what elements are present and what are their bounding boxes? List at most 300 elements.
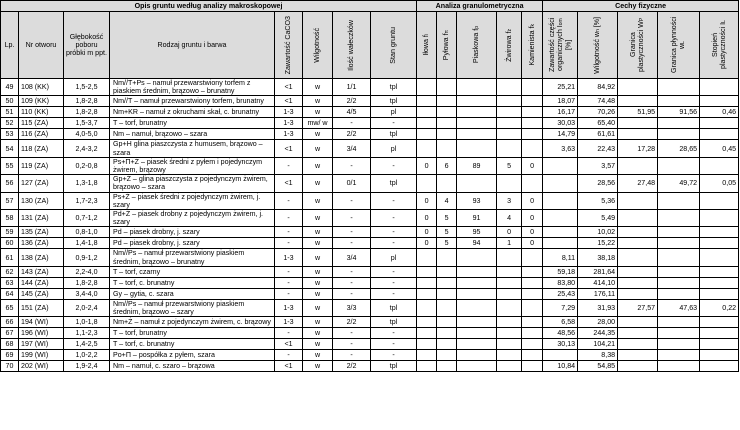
- cell-kamienista: [522, 361, 543, 372]
- cell-glebokosc: 1,4-1,8: [64, 238, 110, 249]
- cell-stopien-plastycznosci: [700, 96, 739, 107]
- cell-kamienista: [522, 328, 543, 339]
- cell-kamienista: [522, 266, 543, 277]
- cell-wilgotnosc-wn: 5,36: [578, 192, 618, 209]
- cell-walecz: 2/2: [333, 361, 371, 372]
- cell-wilgotnosc-wn: 74,48: [578, 96, 618, 107]
- cell-lp: 62: [1, 266, 19, 277]
- cell-kamienista: [522, 339, 543, 350]
- cell-walecz: -: [333, 277, 371, 288]
- cell-nr-otworu: 151 (ZA): [19, 299, 64, 316]
- table-row: [1, 192, 739, 209]
- cell-nr-otworu: 131 (ZA): [19, 210, 64, 227]
- cell-ilowa: [417, 79, 437, 96]
- col-header-glebokosc: Głębokość poboru próbki m ppt.: [64, 12, 110, 79]
- group-header-cechy: Cechy fizyczne: [543, 1, 739, 12]
- cell-stan: tpl: [371, 175, 417, 192]
- cell-ilowa: [417, 96, 437, 107]
- cell-lp: 63: [1, 277, 19, 288]
- cell-stan: -: [371, 238, 417, 249]
- cell-lp: 64: [1, 288, 19, 299]
- cell-stan: -: [371, 192, 417, 209]
- cell-zwirowa: [497, 266, 522, 277]
- cell-ilowa: [417, 328, 437, 339]
- cell-stopien-plastycznosci: [700, 317, 739, 328]
- cell-rodzaj: T – torf, c. brunatny: [110, 339, 275, 350]
- cell-granica-plastycznosci: [618, 328, 658, 339]
- cell-caco3: -: [275, 157, 303, 174]
- col-header-ilowa: Iłowa $f_i$: [422, 34, 431, 56]
- col-header-wilgotnosc-wn: Wilgotność $w_n$ [%]: [593, 16, 602, 74]
- cell-granica-plastycznosci: [618, 192, 658, 209]
- cell-ilowa: [417, 339, 437, 350]
- cell-piaskowa: [457, 361, 497, 372]
- group-header-opis: Opis gruntu według analizy makroskopowej: [1, 1, 417, 12]
- cell-ilowa: 0: [417, 192, 437, 209]
- cell-rodzaj: Nm – namuł, c. szaro – brązowa: [110, 361, 275, 372]
- cell-zwirowa: [497, 175, 522, 192]
- cell-pylowa: [437, 350, 457, 361]
- cell-wilgotnosc: w: [303, 361, 333, 372]
- table-row: [1, 175, 739, 192]
- cell-kamienista: [522, 140, 543, 157]
- cell-ilowa: [417, 118, 437, 129]
- cell-lp: 57: [1, 192, 19, 209]
- cell-zwirowa: [497, 96, 522, 107]
- cell-ilowa: [417, 350, 437, 361]
- cell-nr-otworu: 143 (ZA): [19, 266, 64, 277]
- cell-granica-plastycznosci: [618, 79, 658, 96]
- cell-zwirowa: [497, 317, 522, 328]
- cell-rodzaj: Pd+Ż – piasek drobny z pojedynczym żwirem, j. szary: [110, 210, 275, 227]
- cell-zwirowa: [497, 299, 522, 316]
- cell-ilowa: 0: [417, 227, 437, 238]
- cell-walecz: 1/1: [333, 79, 371, 96]
- cell-granica-plastycznosci: [618, 238, 658, 249]
- table-row: [1, 361, 739, 372]
- table-row: [1, 249, 739, 266]
- cell-granica-plastycznosci: [618, 210, 658, 227]
- cell-czesci-organiczne: 18,07: [543, 96, 578, 107]
- cell-piaskowa: 93: [457, 192, 497, 209]
- col-header-wilgotnosc: Wilgotność: [313, 27, 322, 63]
- cell-glebokosc: 1,8-2,8: [64, 107, 110, 118]
- cell-granica-plynnosci: 91,56: [658, 107, 700, 118]
- cell-rodzaj: T – torf, brunatny: [110, 328, 275, 339]
- cell-nr-otworu: 110 (KK): [19, 107, 64, 118]
- cell-czesci-organiczne: [543, 350, 578, 361]
- cell-lp: 49: [1, 79, 19, 96]
- cell-pylowa: [437, 118, 457, 129]
- cell-wilgotnosc: w: [303, 238, 333, 249]
- cell-granica-plastycznosci: [618, 118, 658, 129]
- cell-rodzaj: Nm//Ps – namuł przewarstwiony piaskiem średnim, brązowo – brunatny: [110, 249, 275, 266]
- cell-ilowa: [417, 277, 437, 288]
- cell-stopien-plastycznosci: [700, 339, 739, 350]
- cell-nr-otworu: 127 (ZA): [19, 175, 64, 192]
- cell-glebokosc: 4,0-5,0: [64, 129, 110, 140]
- table-row: [1, 277, 739, 288]
- cell-caco3: -: [275, 288, 303, 299]
- cell-stopien-plastycznosci: 0,05: [700, 175, 739, 192]
- cell-zwirowa: 5: [497, 157, 522, 174]
- cell-pylowa: [437, 277, 457, 288]
- cell-stopien-plastycznosci: [700, 277, 739, 288]
- cell-pylowa: 4: [437, 192, 457, 209]
- table-row: [1, 96, 739, 107]
- cell-glebokosc: 1,7-2,3: [64, 192, 110, 209]
- cell-stopien-plastycznosci: [700, 328, 739, 339]
- cell-lp: 58: [1, 210, 19, 227]
- cell-stopien-plastycznosci: 0,45: [700, 140, 739, 157]
- cell-stan: -: [371, 266, 417, 277]
- cell-stan: -: [371, 227, 417, 238]
- cell-granica-plastycznosci: 27,57: [618, 299, 658, 316]
- cell-ilowa: [417, 266, 437, 277]
- cell-wilgotnosc-wn: 54,85: [578, 361, 618, 372]
- group-header-row: [1, 1, 739, 12]
- cell-ilowa: [417, 140, 437, 157]
- cell-walecz: 3/4: [333, 140, 371, 157]
- cell-glebokosc: 0,8-1,0: [64, 227, 110, 238]
- cell-kamienista: [522, 118, 543, 129]
- cell-kamienista: 0: [522, 238, 543, 249]
- cell-caco3: 1-3: [275, 249, 303, 266]
- cell-stan: tpl: [371, 79, 417, 96]
- cell-pylowa: [437, 317, 457, 328]
- cell-pylowa: [437, 175, 457, 192]
- cell-stopien-plastycznosci: [700, 129, 739, 140]
- cell-lp: 54: [1, 140, 19, 157]
- col-header-walecz: Ilość wałeczków: [347, 19, 356, 71]
- cell-pylowa: [437, 96, 457, 107]
- cell-czesci-organiczne: [543, 175, 578, 192]
- cell-wilgotnosc: w: [303, 227, 333, 238]
- cell-rodzaj: Nm//T – namuł przewarstwiony torfem, brunatny: [110, 96, 275, 107]
- table-row: [1, 129, 739, 140]
- table-row: [1, 317, 739, 328]
- col-header-granica-plynnosci: Granica płynności $w_L$: [670, 16, 687, 74]
- cell-granica-plastycznosci: [618, 339, 658, 350]
- cell-rodzaj: Nm+Ż – namuł z pojedynczym żwirem, c. brązowy: [110, 317, 275, 328]
- cell-czesci-organiczne: [543, 238, 578, 249]
- cell-granica-plynnosci: [658, 96, 700, 107]
- cell-piaskowa: [457, 317, 497, 328]
- cell-granica-plynnosci: [658, 288, 700, 299]
- table-row: [1, 238, 739, 249]
- cell-stopien-plastycznosci: 0,46: [700, 107, 739, 118]
- cell-walecz: 2/2: [333, 129, 371, 140]
- cell-caco3: 1-3: [275, 118, 303, 129]
- cell-rodzaj: Pd – piasek drobny, j. szary: [110, 227, 275, 238]
- cell-caco3: -: [275, 350, 303, 361]
- cell-granica-plynnosci: [658, 157, 700, 174]
- cell-stopien-plastycznosci: [700, 238, 739, 249]
- cell-zwirowa: [497, 288, 522, 299]
- cell-glebokosc: 2,4-3,2: [64, 140, 110, 157]
- cell-czesci-organiczne: 16,17: [543, 107, 578, 118]
- cell-kamienista: [522, 175, 543, 192]
- cell-stopien-plastycznosci: [700, 192, 739, 209]
- cell-caco3: -: [275, 210, 303, 227]
- table-row: [1, 210, 739, 227]
- cell-ilowa: 0: [417, 238, 437, 249]
- cell-rodzaj: Ps+Π+Ż – piasek średni z pyłem i pojedynczym żwirem, brązowy: [110, 157, 275, 174]
- table-row: [1, 266, 739, 277]
- cell-wilgotnosc-wn: 10,02: [578, 227, 618, 238]
- cell-pylowa: [437, 107, 457, 118]
- cell-walecz: -: [333, 118, 371, 129]
- cell-granica-plynnosci: 47,63: [658, 299, 700, 316]
- cell-nr-otworu: 119 (ZA): [19, 157, 64, 174]
- cell-rodzaj: Gy – gytia, c. szara: [110, 288, 275, 299]
- cell-lp: 59: [1, 227, 19, 238]
- cell-walecz: 3/4: [333, 249, 371, 266]
- table-row: [1, 350, 739, 361]
- cell-stan: -: [371, 157, 417, 174]
- cell-lp: 61: [1, 249, 19, 266]
- cell-wilgotnosc: w: [303, 249, 333, 266]
- cell-nr-otworu: 199 (WI): [19, 350, 64, 361]
- col-header-pylowa: Pyłowa $f_\pi$: [442, 29, 451, 61]
- cell-caco3: <1: [275, 175, 303, 192]
- cell-piaskowa: [457, 96, 497, 107]
- table-row: [1, 328, 739, 339]
- cell-walecz: -: [333, 328, 371, 339]
- cell-stan: pl: [371, 249, 417, 266]
- cell-caco3: -: [275, 238, 303, 249]
- cell-nr-otworu: 138 (ZA): [19, 249, 64, 266]
- cell-walecz: -: [333, 157, 371, 174]
- cell-granica-plynnosci: 28,65: [658, 140, 700, 157]
- cell-kamienista: [522, 96, 543, 107]
- cell-zwirowa: 4: [497, 210, 522, 227]
- cell-caco3: -: [275, 328, 303, 339]
- cell-wilgotnosc-wn: 3,57: [578, 157, 618, 174]
- cell-granica-plynnosci: [658, 118, 700, 129]
- cell-nr-otworu: 136 (ZA): [19, 238, 64, 249]
- cell-kamienista: [522, 129, 543, 140]
- cell-granica-plastycznosci: [618, 96, 658, 107]
- cell-walecz: -: [333, 238, 371, 249]
- col-header-caco3: Zawartość CaCO3: [284, 15, 293, 75]
- cell-pylowa: [437, 140, 457, 157]
- cell-piaskowa: [457, 277, 497, 288]
- cell-pylowa: [437, 79, 457, 96]
- column-header-row: [1, 12, 739, 79]
- cell-lp: 68: [1, 339, 19, 350]
- cell-nr-otworu: 194 (WI): [19, 317, 64, 328]
- cell-pylowa: [437, 361, 457, 372]
- cell-wilgotnosc-wn: 61,61: [578, 129, 618, 140]
- cell-caco3: <1: [275, 79, 303, 96]
- cell-wilgotnosc-wn: 28,56: [578, 175, 618, 192]
- cell-granica-plastycznosci: 27,48: [618, 175, 658, 192]
- cell-nr-otworu: 118 (ZA): [19, 140, 64, 157]
- cell-lp: 65: [1, 299, 19, 316]
- cell-wilgotnosc: w: [303, 288, 333, 299]
- cell-pylowa: [437, 299, 457, 316]
- cell-nr-otworu: 144 (ZA): [19, 277, 64, 288]
- cell-walecz: -: [333, 339, 371, 350]
- cell-pylowa: [437, 339, 457, 350]
- cell-zwirowa: [497, 79, 522, 96]
- group-header-analiza: Analiza granulometryczna: [417, 1, 543, 12]
- cell-ilowa: 0: [417, 210, 437, 227]
- table-row: [1, 79, 739, 96]
- cell-walecz: 4/5: [333, 107, 371, 118]
- cell-granica-plynnosci: [658, 266, 700, 277]
- cell-granica-plynnosci: [658, 227, 700, 238]
- cell-nr-otworu: 108 (KK): [19, 79, 64, 96]
- cell-kamienista: [522, 107, 543, 118]
- cell-wilgotnosc: w: [303, 107, 333, 118]
- cell-granica-plastycznosci: [618, 249, 658, 266]
- cell-stan: tpl: [371, 361, 417, 372]
- cell-wilgotnosc-wn: 5,49: [578, 210, 618, 227]
- cell-glebokosc: 1,4-2,5: [64, 339, 110, 350]
- cell-caco3: -: [275, 192, 303, 209]
- cell-walecz: -: [333, 288, 371, 299]
- cell-glebokosc: 1,5-2,5: [64, 79, 110, 96]
- cell-wilgotnosc-wn: 70,26: [578, 107, 618, 118]
- cell-ilowa: [417, 288, 437, 299]
- cell-granica-plastycznosci: [618, 361, 658, 372]
- cell-piaskowa: [457, 339, 497, 350]
- cell-stopien-plastycznosci: [700, 266, 739, 277]
- cell-lp: 67: [1, 328, 19, 339]
- cell-czesci-organiczne: 3,63: [543, 140, 578, 157]
- cell-nr-otworu: 196 (WI): [19, 328, 64, 339]
- cell-walecz: -: [333, 192, 371, 209]
- cell-stopien-plastycznosci: 0,22: [700, 299, 739, 316]
- cell-walecz: 2/2: [333, 96, 371, 107]
- cell-ilowa: [417, 249, 437, 266]
- cell-walecz: -: [333, 350, 371, 361]
- cell-caco3: <1: [275, 140, 303, 157]
- cell-stan: -: [371, 339, 417, 350]
- cell-rodzaj: Nm//Ps – namuł przewarstwiony piaskiem średnim, brązowo – szary: [110, 299, 275, 316]
- cell-stopien-plastycznosci: [700, 249, 739, 266]
- cell-granica-plastycznosci: [618, 277, 658, 288]
- cell-lp: 56: [1, 175, 19, 192]
- cell-granica-plynnosci: [658, 238, 700, 249]
- cell-glebokosc: 0,7-1,2: [64, 210, 110, 227]
- cell-rodzaj: T – torf, c. brunatny: [110, 277, 275, 288]
- cell-zwirowa: 3: [497, 192, 522, 209]
- cell-piaskowa: 95: [457, 227, 497, 238]
- cell-caco3: 1-3: [275, 129, 303, 140]
- cell-piaskowa: [457, 299, 497, 316]
- cell-zwirowa: [497, 129, 522, 140]
- cell-piaskowa: [457, 249, 497, 266]
- cell-wilgotnosc-wn: 281,64: [578, 266, 618, 277]
- cell-rodzaj: Nm//T+Ps – namuł przewarstwiony torfem z piaskiem średnim, brązowo – brunatny: [110, 79, 275, 96]
- cell-glebokosc: 1,0-1,8: [64, 317, 110, 328]
- cell-czesci-organiczne: 10,84: [543, 361, 578, 372]
- cell-stan: -: [371, 288, 417, 299]
- cell-lp: 52: [1, 118, 19, 129]
- cell-lp: 70: [1, 361, 19, 372]
- cell-nr-otworu: 197 (WI): [19, 339, 64, 350]
- cell-pylowa: 6: [437, 157, 457, 174]
- cell-granica-plynnosci: [658, 210, 700, 227]
- cell-nr-otworu: 109 (KK): [19, 96, 64, 107]
- cell-pylowa: [437, 266, 457, 277]
- col-header-granica-plastycznosci: Granica plastyczności $W_P$: [629, 17, 646, 73]
- table-body: [1, 79, 739, 372]
- cell-ilowa: [417, 175, 437, 192]
- table-row: [1, 140, 739, 157]
- cell-walecz: -: [333, 210, 371, 227]
- col-header-zwirowa: Żwirowa $f_ż$: [504, 28, 513, 62]
- cell-stan: tpl: [371, 317, 417, 328]
- cell-kamienista: 0: [522, 157, 543, 174]
- cell-wilgotnosc: mw/ w: [303, 118, 333, 129]
- cell-granica-plynnosci: [658, 79, 700, 96]
- cell-stan: -: [371, 210, 417, 227]
- cell-wilgotnosc: w: [303, 96, 333, 107]
- cell-lp: 55: [1, 157, 19, 174]
- cell-granica-plastycznosci: [618, 227, 658, 238]
- cell-wilgotnosc-wn: 22,43: [578, 140, 618, 157]
- cell-kamienista: [522, 79, 543, 96]
- cell-czesci-organiczne: [543, 210, 578, 227]
- cell-caco3: <1: [275, 339, 303, 350]
- cell-piaskowa: [457, 129, 497, 140]
- cell-piaskowa: [457, 118, 497, 129]
- cell-piaskowa: [457, 107, 497, 118]
- cell-stan: tpl: [371, 96, 417, 107]
- cell-nr-otworu: 145 (ZA): [19, 288, 64, 299]
- cell-czesci-organiczne: 6,58: [543, 317, 578, 328]
- cell-granica-plynnosci: [658, 249, 700, 266]
- cell-czesci-organiczne: [543, 192, 578, 209]
- cell-czesci-organiczne: 30,13: [543, 339, 578, 350]
- cell-wilgotnosc-wn: 104,21: [578, 339, 618, 350]
- cell-lp: 53: [1, 129, 19, 140]
- cell-czesci-organiczne: 14,79: [543, 129, 578, 140]
- cell-lp: 69: [1, 350, 19, 361]
- cell-wilgotnosc: w: [303, 157, 333, 174]
- cell-zwirowa: [497, 249, 522, 266]
- cell-wilgotnosc: w: [303, 210, 333, 227]
- cell-wilgotnosc-wn: 8,38: [578, 350, 618, 361]
- cell-kamienista: [522, 288, 543, 299]
- cell-granica-plynnosci: [658, 317, 700, 328]
- cell-wilgotnosc-wn: 38,18: [578, 249, 618, 266]
- cell-rodzaj: Nm+KR – namuł z okruchami skał, c. brunatny: [110, 107, 275, 118]
- cell-czesci-organiczne: 25,21: [543, 79, 578, 96]
- cell-glebokosc: 1,3-1,8: [64, 175, 110, 192]
- cell-lp: 60: [1, 238, 19, 249]
- cell-czesci-organiczne: 83,80: [543, 277, 578, 288]
- cell-piaskowa: 91: [457, 210, 497, 227]
- cell-nr-otworu: 115 (ZA): [19, 118, 64, 129]
- table-row: [1, 107, 739, 118]
- table-row: [1, 118, 739, 129]
- table-row: [1, 157, 739, 174]
- cell-granica-plastycznosci: 51,95: [618, 107, 658, 118]
- cell-glebokosc: 1,9-2,4: [64, 361, 110, 372]
- cell-caco3: <1: [275, 96, 303, 107]
- cell-piaskowa: 94: [457, 238, 497, 249]
- col-header-kamienista: Kamienista $f_k$: [527, 24, 536, 66]
- cell-rodzaj: Gp+H glina piaszczysta z humusem, brązowo – szara: [110, 140, 275, 157]
- table-row: [1, 299, 739, 316]
- cell-zwirowa: [497, 350, 522, 361]
- cell-pylowa: [437, 288, 457, 299]
